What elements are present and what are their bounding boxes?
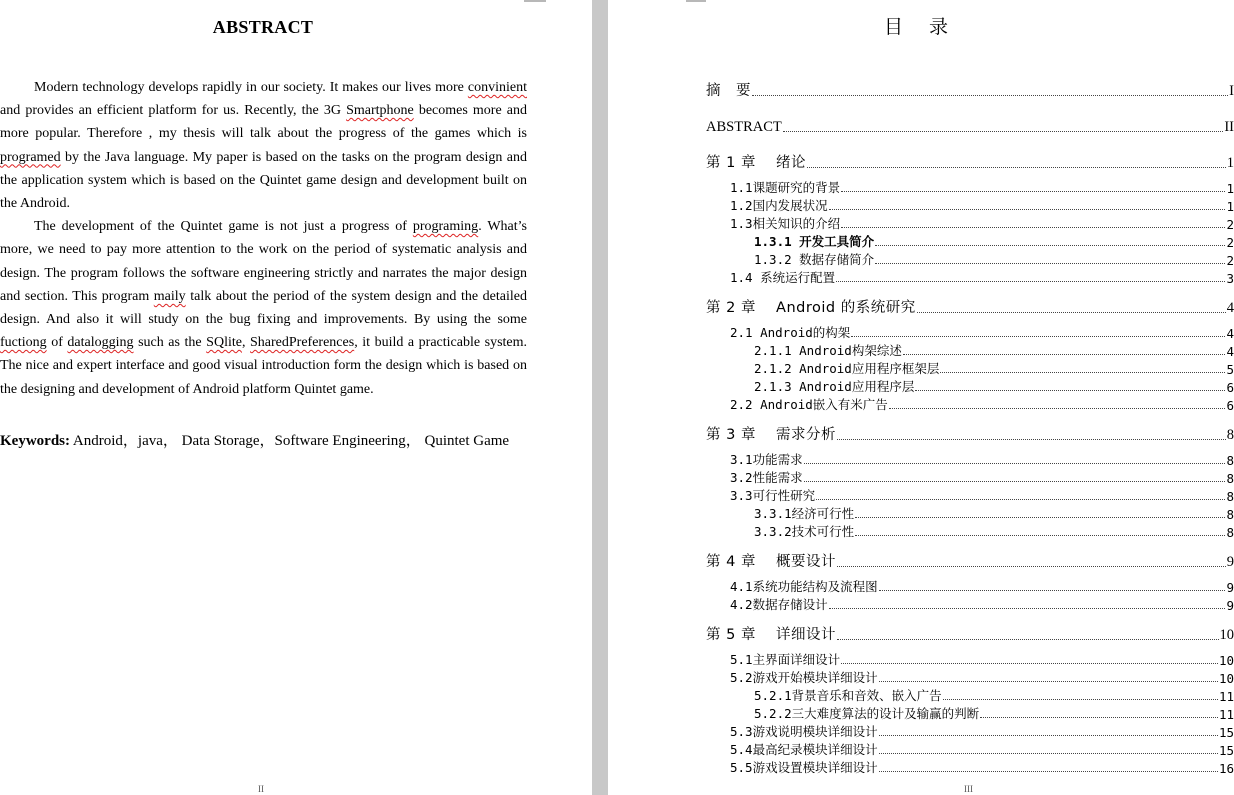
page-number-right: III (964, 784, 973, 794)
spellcheck-word: maily (153, 288, 186, 304)
toc-leader-dots (837, 566, 1226, 567)
toc-entry-title: 3.2性能需求 (730, 470, 803, 485)
toc-entry-page: 8 (1226, 427, 1234, 443)
toc-entry-title: 2.1.2 Android应用程序框架层 (754, 361, 940, 376)
toc-leader-dots (943, 699, 1218, 700)
toc-leader-dots (855, 535, 1225, 536)
toc-leader-dots (940, 372, 1225, 373)
toc-leader-dots (807, 167, 1226, 168)
toc-entry[interactable] (730, 178, 1234, 196)
toc-entry-title: 2.1.1 Android构架综述 (754, 343, 902, 358)
toc-leader-dots (841, 227, 1225, 228)
toc-entry-title: 4.2数据存储设计 (730, 597, 828, 612)
toc-entry[interactable] (706, 549, 1234, 571)
toc-leader-dots (889, 408, 1226, 409)
text-run: of (46, 335, 68, 351)
toc-leader-dots (915, 390, 1225, 391)
text-run: by the Java language. My paper is based on the tasks on the program design and the application system which is based on the Quintet game design and development built on the Android. (0, 149, 527, 212)
toc-entry[interactable] (730, 268, 1234, 286)
toc-page (608, 0, 1234, 795)
toc-entry-title: 第 2 章 Android 的系统研究 (706, 300, 916, 316)
toc-entry[interactable] (730, 740, 1234, 758)
toc-entry-page: 8 (1226, 489, 1234, 504)
toc-entry-page: 5 (1226, 362, 1234, 377)
toc-leader-dots (855, 517, 1225, 518)
toc-leader-dots (851, 336, 1225, 337)
abstract-title: ABSTRACT (212, 17, 314, 37)
toc-entry-page: 3 (1226, 271, 1234, 286)
abstract-body (0, 76, 527, 401)
page-number-left: II (258, 784, 264, 794)
toc-entry-title: 5.2.2三大难度算法的设计及输赢的判断 (754, 706, 980, 721)
toc-entry[interactable] (730, 595, 1234, 613)
toc-entry-title: 摘 要 (706, 83, 751, 99)
toc-leader-dots (841, 191, 1225, 192)
toc-entry[interactable] (754, 704, 1234, 722)
text-run: talk about the period of the system design and the detailed design. And also it will study on the bug fixing and improvements. By using the some (0, 288, 527, 328)
toc-entry[interactable] (730, 650, 1234, 668)
toc-leader-dots (837, 639, 1218, 640)
toc-entry-title: 5.5游戏设置模块详细设计 (730, 760, 878, 775)
toc-leader-dots (879, 681, 1218, 682)
toc-leader-dots (804, 463, 1226, 464)
toc-leader-dots (879, 590, 1226, 591)
page-gutter (592, 0, 608, 795)
toc-entry[interactable] (706, 150, 1234, 172)
toc-entry-page: 1 (1226, 199, 1234, 214)
toc-entry-title: 3.1功能需求 (730, 452, 803, 467)
toc-entry-page: 11 (1218, 707, 1234, 722)
toc-entry-title: 5.2.1背景音乐和音效、嵌入广告 (754, 688, 942, 703)
toc-entry-page: 8 (1226, 507, 1234, 522)
toc-leader-dots (903, 354, 1226, 355)
toc-entry-page: II (1224, 119, 1234, 135)
toc-leader-dots (804, 481, 1226, 482)
toc-entry[interactable] (754, 377, 1234, 395)
toc-entry-title: 3.3可行性研究 (730, 488, 816, 503)
toc-leader-dots (980, 717, 1218, 718)
keywords-label: Keywords: (0, 433, 70, 449)
toc-entry-title: 1.1课题研究的背景 (730, 180, 841, 195)
toc-entry-title: 1.4 系统运行配置 (730, 270, 836, 285)
toc-entry-page: 2 (1226, 217, 1234, 232)
toc-entry-page: 9 (1226, 598, 1234, 613)
toc-entry-title: 2.2 Android嵌入有米广告 (730, 397, 888, 412)
toc-entry[interactable] (754, 250, 1234, 268)
toc-entry-page: 6 (1226, 398, 1234, 413)
toc-title: 目 录 (883, 16, 959, 38)
toc-entry-title: 1.3相关知识的介绍 (730, 216, 841, 231)
toc-entry-page: 1 (1226, 155, 1234, 171)
text-run: , (241, 335, 251, 351)
toc-entry-page: 8 (1226, 525, 1234, 540)
toc-entry[interactable] (730, 323, 1234, 341)
toc-entry[interactable] (754, 232, 1234, 250)
toc-entry[interactable] (754, 686, 1234, 704)
toc-entry-title: 1.2国内发展状况 (730, 198, 828, 213)
spellcheck-word: programing (412, 219, 479, 235)
toc-entry-page: 2 (1226, 253, 1234, 268)
text-run: . What’s more, we need to pay more attention to the work on the period of systematic analysis and design. The program follows the software engineering strictly and narrates the major design and section. This program (0, 219, 528, 304)
toc-leader-dots (816, 499, 1225, 500)
toc-entry-page: 9 (1226, 580, 1234, 595)
toc-entry-page: 6 (1226, 380, 1234, 395)
toc-leader-dots (837, 439, 1226, 440)
toc-entry[interactable] (706, 114, 1234, 136)
toc-entry[interactable] (754, 522, 1234, 540)
toc-entry[interactable] (730, 450, 1234, 468)
toc-entry[interactable] (754, 359, 1234, 377)
spellcheck-word: SharedPreferences (250, 335, 355, 351)
toc-leader-dots (879, 771, 1218, 772)
toc-entry-page: 15 (1218, 725, 1234, 740)
toc-entry[interactable] (730, 468, 1234, 486)
toc-entry[interactable] (706, 622, 1234, 644)
toc-entry[interactable] (730, 668, 1234, 686)
spellcheck-word: convinient (467, 80, 527, 95)
toc-entry-page: 4 (1226, 344, 1234, 359)
toc-entry-title: 第 4 章 概要设计 (706, 554, 837, 570)
toc-entry-title: 第 5 章 详细设计 (706, 627, 837, 643)
page-top-mark (686, 0, 706, 2)
keywords-line (0, 423, 527, 459)
toc-entry-title: 5.4最高纪录模块详细设计 (730, 742, 878, 757)
toc-entry-page: 4 (1226, 300, 1234, 316)
toc-entry[interactable] (706, 422, 1234, 444)
text-run: and provides an efficient platform for us. Recently, the 3G (0, 103, 347, 119)
spellcheck-word: programed (0, 149, 61, 165)
text-run: Modern technology develops rapidly in our society. It makes our lives more (34, 80, 468, 95)
keywords-text: Android，java， Data Storage，Software Engineering， Quintet Game (70, 433, 510, 449)
toc-entry[interactable] (730, 758, 1234, 776)
text-run: such as the (133, 335, 207, 351)
toc-entry-title: 2.1.3 Android应用程序层 (754, 379, 915, 394)
toc-entry-title: 第 3 章 需求分析 (706, 427, 837, 443)
toc-entry-title: 3.3.2技术可行性 (754, 524, 855, 539)
toc-leader-dots (836, 281, 1225, 282)
spellcheck-word: SQlite (206, 335, 242, 351)
abstract-page (0, 0, 592, 795)
toc-entry-title: 5.1主界面详细设计 (730, 652, 841, 667)
toc-entry[interactable] (730, 722, 1234, 740)
toc-leader-dots (829, 209, 1226, 210)
spellcheck-word: datalogging (67, 335, 134, 351)
toc-entry-title: 3.3.1经济可行性 (754, 506, 855, 521)
toc-entry-page: 10 (1218, 671, 1234, 686)
toc-entry-page: 2 (1226, 235, 1234, 250)
toc-entry-page: 8 (1226, 471, 1234, 486)
toc-entry-page: I (1229, 83, 1234, 99)
toc-entry[interactable] (754, 504, 1234, 522)
text-run: , it build a practicable system. The nice and expert interface and good visual introduction form the design which is based on the designing and development of Android platform Quintet game. (0, 335, 528, 397)
toc-entry[interactable] (706, 78, 1234, 100)
toc-entry-title: 5.2游戏开始模块详细设计 (730, 670, 878, 685)
toc-leader-dots (879, 735, 1218, 736)
toc-leader-dots (783, 131, 1224, 132)
toc-entry-title: 2.1 Android的构架 (730, 325, 851, 340)
toc-entry-page: 11 (1218, 689, 1234, 704)
abstract-paragraph (0, 76, 527, 215)
toc-entry[interactable] (706, 295, 1234, 317)
abstract-paragraph (0, 215, 527, 401)
toc-entry[interactable] (730, 486, 1234, 504)
toc-entry-title: 4.1系统功能结构及流程图 (730, 579, 878, 594)
toc-entry-page: 9 (1226, 554, 1234, 570)
toc-entry[interactable] (730, 395, 1234, 413)
toc-leader-dots (752, 95, 1228, 96)
toc-entry-title: ABSTRACT (706, 119, 782, 135)
toc-entry-page: 4 (1226, 326, 1234, 341)
toc-entry[interactable] (730, 577, 1234, 595)
toc-leader-dots (875, 263, 1225, 264)
toc-entry-title: 5.3游戏说明模块详细设计 (730, 724, 878, 739)
text-run: becomes more and more popular. Therefore , my thesis will talk about the progress of the games which is (0, 103, 527, 142)
toc-entry-page: 10 (1218, 653, 1234, 668)
toc-entry-page: 16 (1218, 761, 1234, 776)
toc-leader-dots (917, 312, 1226, 313)
toc-entry[interactable] (730, 196, 1234, 214)
toc-entry-page: 1 (1226, 181, 1234, 196)
toc-leader-dots (829, 608, 1226, 609)
page-top-mark (524, 0, 546, 2)
toc-entry-page: 10 (1219, 627, 1234, 643)
toc-entry-page: 8 (1226, 453, 1234, 468)
spellcheck-word: fuctiong (0, 335, 47, 351)
toc-entry-title: 1.3.2 数据存储简介 (754, 252, 875, 267)
toc-entry-page: 15 (1218, 743, 1234, 758)
spellcheck-word: Smartphone (346, 103, 414, 119)
toc-leader-dots (841, 663, 1218, 664)
toc-leader-dots (879, 753, 1218, 754)
toc-entry-title: 1.3.1 开发工具简介 (754, 234, 875, 249)
text-run: The development of the Quintet game is not just a progress of (34, 219, 413, 235)
toc-entry[interactable] (754, 341, 1234, 359)
toc-entry-title: 第 1 章 绪论 (706, 155, 807, 171)
toc-entry[interactable] (730, 214, 1234, 232)
toc-leader-dots (875, 245, 1225, 246)
